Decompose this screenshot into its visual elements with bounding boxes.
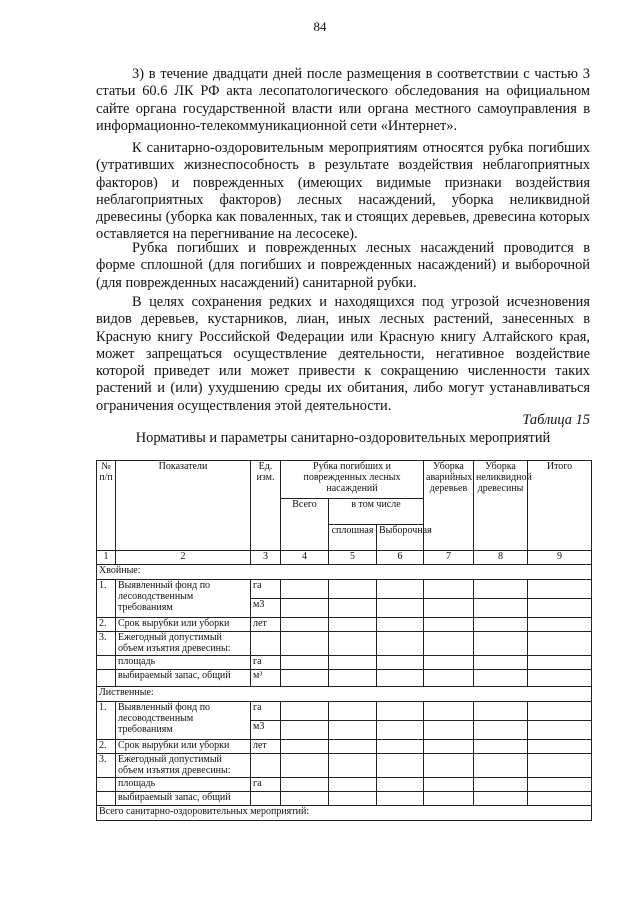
header-including: в том числе: [329, 499, 424, 525]
paragraph-2: К санитарно-оздоровительным мероприятиям относятся рубка погибших (утративших жизнеспособность в результате воздействия неблагоприятных факторов) и поврежденных (имеющих видимые признаки воздействия неблагоприятных факторов) лесных насаждений, уборка неликвидной древесины (уборка как поваленных, так и стоящих деревьев, древесина которых оставляется на перегнивание на лесосеке).: [96, 140, 590, 243]
row-label: площадь: [116, 778, 251, 792]
col-number: 6: [377, 551, 424, 565]
header-illiquid: Уборка неликвидной древесины: [474, 461, 528, 551]
paragraph-1: 3) в течение двадцати дней после размещения в соответствии с частью 3 статьи 60.6 ЛК РФ акта лесопатологического обследования на официальном сайте органа государственной власти или органа местного самоуправления в информационно-телекоммуникационной сети «Интернет».: [96, 66, 590, 134]
group-deciduous: Лиственные:: [97, 687, 592, 702]
row-unit: лет: [251, 740, 281, 754]
row-label: выбираемый запас, общий: [116, 792, 251, 806]
row-num: 2.: [97, 618, 116, 632]
row-label: Выявленный фонд по лесоводственным требованиям: [116, 702, 251, 740]
group-conifers: Хвойные:: [97, 565, 592, 580]
row-label: выбираемый запас, общий: [116, 670, 251, 687]
header-clear: сплошная: [329, 525, 377, 551]
norms-table: [96, 460, 592, 821]
row-num: 3.: [97, 632, 116, 656]
col-number: 4: [281, 551, 329, 565]
header-selective: Выборочная: [377, 525, 424, 551]
row-num: 1.: [97, 702, 116, 740]
row-label: Ежегодный допустимый объем изъятия древесины:: [116, 632, 251, 656]
row-label: Срок вырубки или уборки: [116, 740, 251, 754]
row-num: 2.: [97, 740, 116, 754]
header-felling: Рубка погибших и поврежденных лесных насаждений: [281, 461, 424, 499]
row-unit: м3: [251, 599, 281, 618]
row-label: Срок вырубки или уборки: [116, 618, 251, 632]
row-unit: лет: [251, 618, 281, 632]
page-number: 84: [313, 19, 327, 34]
header-num: № п/п: [97, 461, 116, 551]
row-unit: га: [251, 580, 281, 599]
header-unit: Ед. изм.: [251, 461, 281, 551]
row-label: Выявленный фонд по лесоводственным требованиям: [116, 580, 251, 618]
table-title: Нормативы и параметры санитарно-оздоровительных мероприятий: [135, 430, 551, 446]
header-windfall: Уборка аварийных деревьев: [424, 461, 474, 551]
grand-total-row: Всего санитарно-оздоровительных мероприятий:: [97, 806, 592, 821]
col-number: 2: [116, 551, 251, 565]
col-number: 7: [424, 551, 474, 565]
table-caption: Таблица 15: [522, 412, 590, 428]
col-number: 3: [251, 551, 281, 565]
paragraph-4: В целях сохранения редких и находящихся под угрозой исчезновения видов деревьев, кустарников, лиан, иных лесных растений, занесенных в Красную книгу Российской Федерации или Красную книгу Алтайского края, может запрещаться осуществление деятельности, негативное воздействие которой приведет или может привести к сокращению численности таких растений и (или) ухудшению среды их обитания, либо могут устанавливаться ограничения осуществления этой деятельности.: [96, 294, 590, 414]
header-total: Итого: [528, 461, 592, 551]
col-number: 5: [329, 551, 377, 565]
row-label: площадь: [116, 656, 251, 670]
header-indicator: Показатели: [116, 461, 251, 551]
col-number: 8: [474, 551, 528, 565]
row-unit: га: [251, 778, 281, 792]
row-unit: м³: [251, 670, 281, 687]
col-number: 9: [528, 551, 592, 565]
row-num: 3.: [97, 754, 116, 778]
row-label: Ежегодный допустимый объем изъятия древесины:: [116, 754, 251, 778]
row-num: 1.: [97, 580, 116, 618]
col-number: 1: [97, 551, 116, 565]
row-unit: га: [251, 656, 281, 670]
paragraph-3: Рубка погибших и поврежденных лесных насаждений проводится в форме сплошной (для погибших и поврежденных насаждений) и выборочной (для поврежденных насаждений) санитарной рубки.: [96, 240, 590, 291]
row-unit: м3: [251, 721, 281, 740]
header-total-felling: Всего: [281, 499, 329, 551]
row-unit: га: [251, 702, 281, 721]
